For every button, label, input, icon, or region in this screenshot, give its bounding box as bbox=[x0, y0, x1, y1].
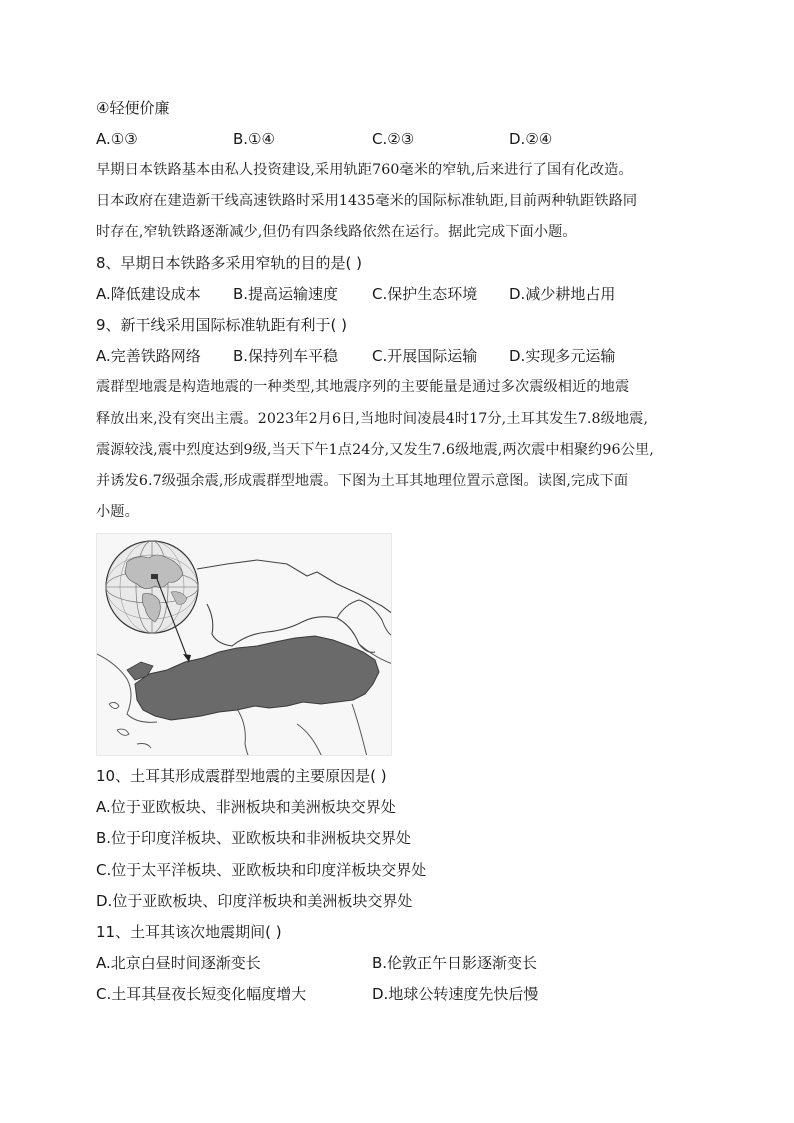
q8-stem: 8、早期日本铁路多采用窄轨的目的是( ) bbox=[96, 254, 363, 272]
q8-option-b: B.提高运输速度 bbox=[233, 285, 339, 303]
passage1-line-1: 早期日本铁路基本由私人投资建设,采用轨距760毫米的窄轨,后来进行了国有化改造。 bbox=[96, 162, 633, 178]
coastline-caucasus bbox=[337, 600, 392, 636]
passage1-line-2: 日本政府在建造新干线高速铁路时采用1435毫米的国际标准轨距,目前两种轨距铁路同 bbox=[96, 193, 638, 209]
prev-question-item-4: ④轻便价廉 bbox=[96, 99, 170, 117]
q8-option-d: D.减少耕地占用 bbox=[509, 285, 616, 303]
passage1-line-3: 时存在,窄轨铁路逐渐减少,但仍有四条线路依然在运行。据此完成下面小题。 bbox=[96, 224, 577, 240]
turkey-landmass bbox=[135, 636, 379, 720]
q11-option-a: A.北京白昼时间逐渐变长 bbox=[96, 954, 261, 972]
passage2-line-3: 震源较浅,震中烈度达到9级,当天下午1点24分,又发生7.6级地震,两次震中相聚约96公里, bbox=[96, 442, 654, 458]
q11-option-b: B.伦敦正午日影逐渐变长 bbox=[372, 954, 538, 972]
prev-option-a: A.①③ bbox=[96, 130, 138, 148]
q10-option-b: B.位于印度洋板块、亚欧板块和非洲板块交界处 bbox=[96, 829, 412, 847]
q11-stem: 11、土耳其该次地震期间( ) bbox=[96, 923, 282, 941]
prev-option-b: B.①④ bbox=[233, 130, 275, 148]
passage2-line-2: 释放出来,没有突出主震。2023年2月6日,当地时间凌晨4时17分,土耳其发生7.8级地震, bbox=[96, 411, 649, 427]
globe-icon bbox=[106, 541, 198, 633]
q9-option-b: B.保持列车平稳 bbox=[233, 347, 339, 365]
q10-option-d: D.位于亚欧板块、印度洋板块和美洲板块交界处 bbox=[96, 892, 413, 910]
q10-option-a: A.位于亚欧板块、非洲板块和美洲板块交界处 bbox=[96, 798, 396, 816]
q10-stem: 10、土耳其形成震群型地震的主要原因是( ) bbox=[96, 767, 387, 785]
coastline-europe bbox=[197, 560, 392, 614]
q9-option-d: D.实现多元运输 bbox=[509, 347, 616, 365]
passage2-line-4: 并诱发6.7级强余震,形成震群型地震。下图为土耳其地理位置示意图。读图,完成下面 bbox=[96, 473, 629, 489]
q9-option-a: A.完善铁路网络 bbox=[96, 347, 201, 365]
q10-option-c: C.位于太平洋板块、亚欧板块和印度洋板块交界处 bbox=[96, 861, 427, 879]
q8-option-a: A.降低建设成本 bbox=[96, 285, 201, 303]
coastline-levant bbox=[237, 704, 367, 756]
q9-stem: 9、新干线采用国际标准轨距有利于( ) bbox=[96, 316, 348, 334]
passage2-line-5: 小题。 bbox=[96, 504, 139, 520]
q9-option-c: C.开展国际运输 bbox=[372, 347, 478, 365]
passage2-line-1: 震群型地震是构造地震的一种类型,其地震序列的主要能量是通过多次震级相近的地震 bbox=[96, 379, 630, 395]
map-svg bbox=[97, 534, 392, 756]
q11-option-c: C.土耳其昼夜长短变化幅度增大 bbox=[96, 985, 307, 1003]
prev-option-d: D.②④ bbox=[509, 130, 553, 148]
q11-option-d: D.地球公转速度先快后慢 bbox=[372, 985, 539, 1003]
turkey-location-map bbox=[96, 533, 392, 756]
prev-option-c: C.②③ bbox=[372, 130, 415, 148]
q8-option-c: C.保护生态环境 bbox=[372, 285, 478, 303]
